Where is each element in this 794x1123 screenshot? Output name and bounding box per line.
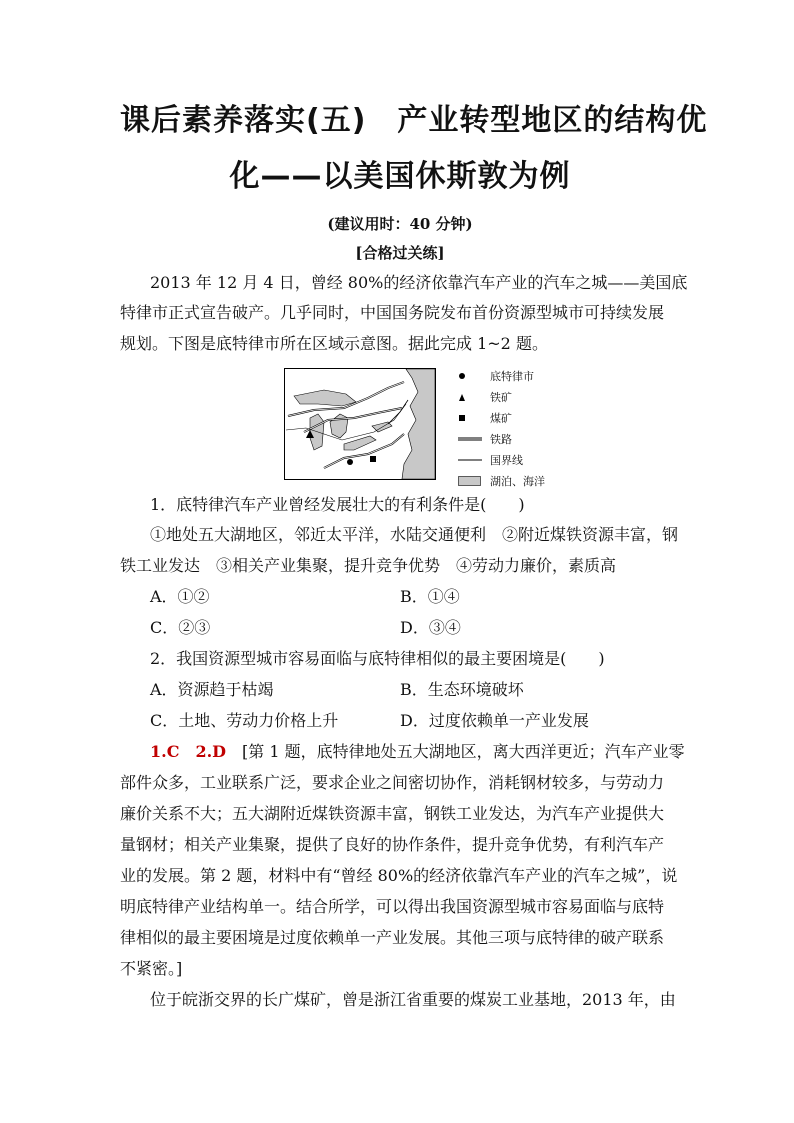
document-page: 课后素养落实(五) 产业转型地区的结构优 化——以美国休斯敦为例 (建议用时：40 分钟) [合格过关练] 2013 年 12 月 4 日，曾经 80%的经济依靠汽车产业的汽车之城——美国底 特律市正式宣告破产。几乎同时，中国国务院发布首份资源型城市可持续发展 规划。下图是底特律市所在区域示意图。据此完成 1~2 题。 底特律市 铁矿 煤矿 铁路 国界线 湖泊、海洋 1．底特律汽车产业曾经发展壮大的有利条件是( ) ①地处五大湖地区，邻近太平洋，水陆交通便利 ②附近煤铁资源丰富，钢 铁工业发达 ③相关产业集聚，提升竞争优势 ④劳动力廉价，素质高 A．①② B．①④ C．②③ D．③④ 2．我国资源型城市容易面临与底特律相似的最主要困境是( ) A．资源趋于枯竭 B．生态环境破坏 C．土地、劳动力价格上升 D．过度依赖单一产业发展 1.C 2.D [第 1 题，底特律地处五大湖地区，离大西洋更近；汽车产业零 部件众多，工业联系广泛，要求企业之间密切协作，消耗钢材较多，与劳动力 廉价关系不大；五大湖附近煤铁资源丰富，钢铁工业发达，为汽车产业提供大 量钢材；相关产业集聚，提供了良好的协作条件，提升竞争优势，有利汽车产 业的发展。第 2 题，材料中有“曾经 80%的经济依靠汽车产业的汽车之城”，说 明底特律产业结构单一。结合所学，可以得出我国资源型城市容易面临与底特 律相似的最主要困境是过度依赖单一产业发展。其他三项与底特律的破产联系 不紧密。] 位于皖浙交界的长广煤矿，曾是浙江省重要的煤炭工业基地，2013 年，由 <box>0 0 794 1123</box>
question-1-stem: 1．底特律汽车产业曾经发展壮大的有利条件是( ) <box>150 495 525 514</box>
coal-square-icon <box>458 412 482 424</box>
q1-option-c: C．②③ <box>150 618 211 637</box>
answer-text-1: [第 1 题，底特律地处五大湖地区，离大西洋更近；汽车产业零 <box>242 742 685 761</box>
page-title-line-1: 课后素养落实(五) 产业转型地区的结构优 <box>120 103 708 138</box>
section-heading: [合格过关练] <box>355 244 445 262</box>
answer-line-8: 不紧密。] <box>120 959 183 978</box>
q2-option-b: B．生态环境破坏 <box>400 680 524 699</box>
page-title-line-2: 化——以美国休斯敦为例 <box>229 159 571 194</box>
q2-option-c: C．土地、劳动力价格上升 <box>150 711 339 730</box>
next-passage-line-1: 位于皖浙交界的长广煤矿，曾是浙江省重要的煤炭工业基地，2013 年，由 <box>150 990 676 1009</box>
q1-option-d: D．③④ <box>400 618 461 637</box>
railway-line-icon <box>458 433 482 445</box>
q1-option-a: A．①② <box>150 587 210 606</box>
answer-line-6: 明底特律产业结构单一。结合所学，可以得出我国资源型城市容易面临与底特 <box>120 897 665 916</box>
water-swatch-icon <box>458 475 482 487</box>
detroit-region-map <box>284 368 436 480</box>
q2-option-a: A．资源趋于枯竭 <box>150 680 274 699</box>
q1-option-b: B．①④ <box>400 587 460 606</box>
answer-line-7: 律相似的最主要困境是过度依赖单一产业发展。其他三项与底特律的破产联系 <box>120 928 665 947</box>
q2-option-d: D．过度依赖单一产业发展 <box>400 711 589 730</box>
answer-line-5: 业的发展。第 2 题，材料中有“曾经 80%的经济依靠汽车产业的汽车之城”，说 <box>120 866 678 885</box>
question-1-statements-2: 铁工业发达 ③相关产业集聚，提升竞争优势 ④劳动力廉价，素质高 <box>120 556 617 575</box>
answer-key: 1.C 2.D <box>150 742 227 761</box>
question-1-statements-1: ①地处五大湖地区，邻近太平洋，水陆交通便利 ②附近煤铁资源丰富，钢 <box>150 525 679 544</box>
question-2-stem: 2．我国资源型城市容易面临与底特律相似的最主要困境是( ) <box>150 649 605 668</box>
intro-line-2: 特律市正式宣告破产。几乎同时，中国国务院发布首份资源型城市可持续发展 <box>120 303 665 322</box>
answer-line-2: 部件众多，工业联系广泛，要求企业之间密切协作，消耗钢材较多，与劳动力 <box>120 773 665 792</box>
city-dot-icon <box>458 370 482 382</box>
intro-line-1: 2013 年 12 月 4 日，曾经 80%的经济依靠汽车产业的汽车之城——美国底 <box>150 273 688 292</box>
border-line-icon <box>458 454 482 466</box>
answer-line-4: 量钢材；相关产业集聚，提供了良好的协作条件，提升竞争优势，有利汽车产 <box>120 835 665 854</box>
answer-line-1 <box>150 741 685 763</box>
answer-line-3: 廉价关系不大；五大湖附近煤铁资源丰富，钢铁工业发达，为汽车产业提供大 <box>120 804 665 823</box>
iron-triangle-icon <box>458 391 482 403</box>
suggested-time: (建议用时：40 分钟) <box>327 215 473 233</box>
intro-line-3: 规划。下图是底特律市所在区域示意图。据此完成 1~2 题。 <box>120 334 548 353</box>
